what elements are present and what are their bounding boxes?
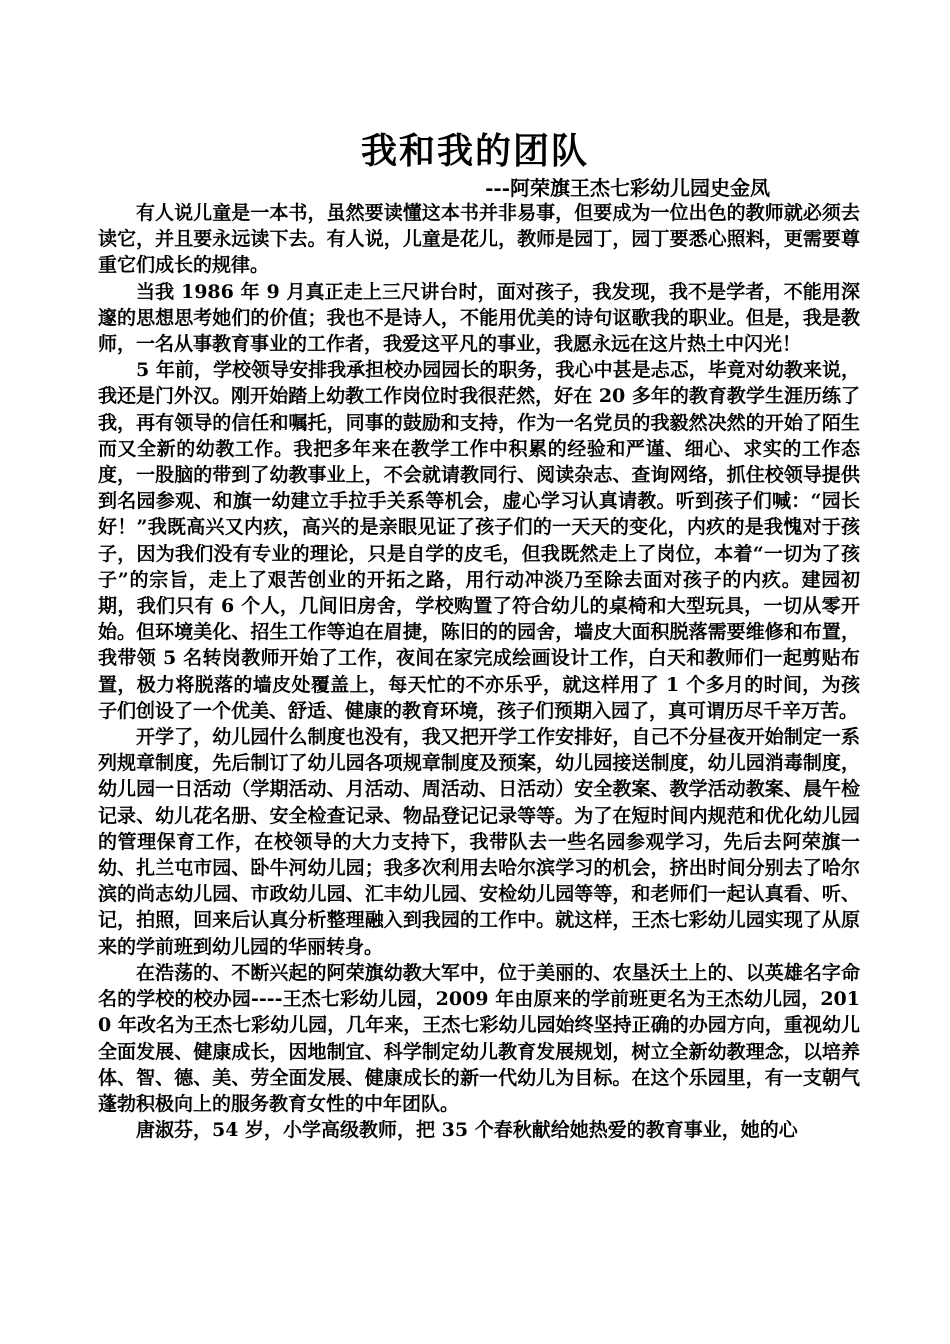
paragraph-intro: 有人说儿童是一本书，虽然要读懂这本书并非易事，但要成为一位出色的教师就必须去读它，并且要永远读下去。有人说，儿童是花儿，教师是园丁，园丁要悉心照料，更需要尊重它们成长的规律。 (98, 202, 860, 277)
paragraph-kindergarten: 在浩荡的、不断兴起的阿荣旗幼教大军中，位于美丽的、农垦沃土上的、以英雄名字命名的学校的校办园----王杰七彩幼儿园，2009 年由原来的学前班更名为王杰幼儿园，2010 年改名为王杰七彩幼儿园，几年来，王杰七彩幼儿园始终坚持正确的办园方向，重视幼儿全面发展、健康成长，因地制宜、科学制定幼儿教育发展规划，树立全新幼教理念，以培养体、智、德、美、劳全面发展、健康成长的新一代幼儿为目标。在这个乐园里，有一支朝气蓬勃积极向上的服务教育女性的中年团队。 (98, 961, 860, 1115)
paragraph-1986: 当我 1986 年 9 月真正走上三尺讲台时，面对孩子，我发现，我不是学者，不能用深邃的思想思考她们的价值；我也不是诗人，不能用优美的诗句讴歌我的职业。但是，我是教师，一名从事教育事业的工作者，我爱这平凡的事业，我愿永远在这片热土中闪光！ (98, 280, 860, 356)
paragraph-regulations: 开学了，幼儿园什么制度也没有，我又把开学工作安排好，自己不分昼夜开始制定一系列规章制度，先后制订了幼儿园各项规章制度及预案，幼儿园接送制度，幼儿园消毒制度，幼儿园一日活动（学期活动、月活动、周活动、日活动）安全教案、教学活动教案、晨午检记录、幼儿花名册、安全检查记录、物品登记记录等等。为了在短时间内规范和优化幼儿园的管理保育工作，在校领导的大力支持下，我带队去一些名园参观学习，先后去阿荣旗一幼、扎兰屯市园、卧牛河幼儿园；我多次利用去哈尔滨学习的机会，挤出时间分别去了哈尔滨的尚志幼儿园、市政幼儿园、汇丰幼儿园、安检幼儿园等等，和老师们一起认真看、听、记，拍照，回来后认真分析整理融入到我园的工作中。就这样，王杰七彩幼儿园实现了从原来的学前班到幼儿园的华丽转身。 (98, 726, 860, 958)
document-title: 我和我的团队 (360, 130, 589, 172)
document-subtitle: ---阿荣旗王杰七彩幼儿园史金凤 (485, 176, 770, 200)
paragraph-founding: 5 年前，学校领导安排我承担校办园园长的职务，我心中甚是忐忑，毕竟对幼教来说，我还是门外汉。刚开始踏上幼教工作岗位时我很茫然，好在 20 多年的教育教学生涯历练了我，再有领导的信任和嘱托，同事的鼓励和支持，作为一名党员的我毅然决然的开始了陌生而又全新的幼教工作。我把多年来在教学工作中积累的经验和严谨、细心、求实的工作态度，一股脑的带到了幼教事业上，不会就请教同行、阅读杂志、查询网络，抓住校领导提供到名园参观、和旗一幼建立手拉手关系等机会，虚心学习认真请教。听到孩子们喊：“园长好！”我既高兴又内疚，高兴的是亲眼见证了孩子们的一天天的变化，内疚的是我愧对于孩子，因为我们没有专业的理论，只是自学的皮毛，但我既然走上了岗位，本着“一切为了孩子”的宗旨，走上了艰苦创业的开拓之路，用行动冲淡乃至除去面对孩子的内疚。建园初期，我们只有 6 个人，几间旧房舍，学校购置了符合幼儿的桌椅和大型玩具，一切从零开始。但环境美化、招生工作等迫在眉捷，陈旧的的园舍，墙皮大面积脱落需要维修和布置，我带领 5 名转岗教师开始了工作，夜间在家完成绘画设计工作，白天和教师们一起剪贴布置，极力将脱落的墙皮处覆盖上，每天忙的不亦乐乎，就这样用了 1 个多月的时间，为孩子们创设了一个优美、舒适、健康的教育环境，孩子们预期入园了，真可谓历尽千辛万苦。 (98, 359, 860, 722)
document-body (98, 200, 860, 1143)
paragraph-team-member: 唐淑芬，54 岁，小学高级教师，把 35 个春秋献给她热爱的教育事业，她的心 (136, 1119, 798, 1142)
